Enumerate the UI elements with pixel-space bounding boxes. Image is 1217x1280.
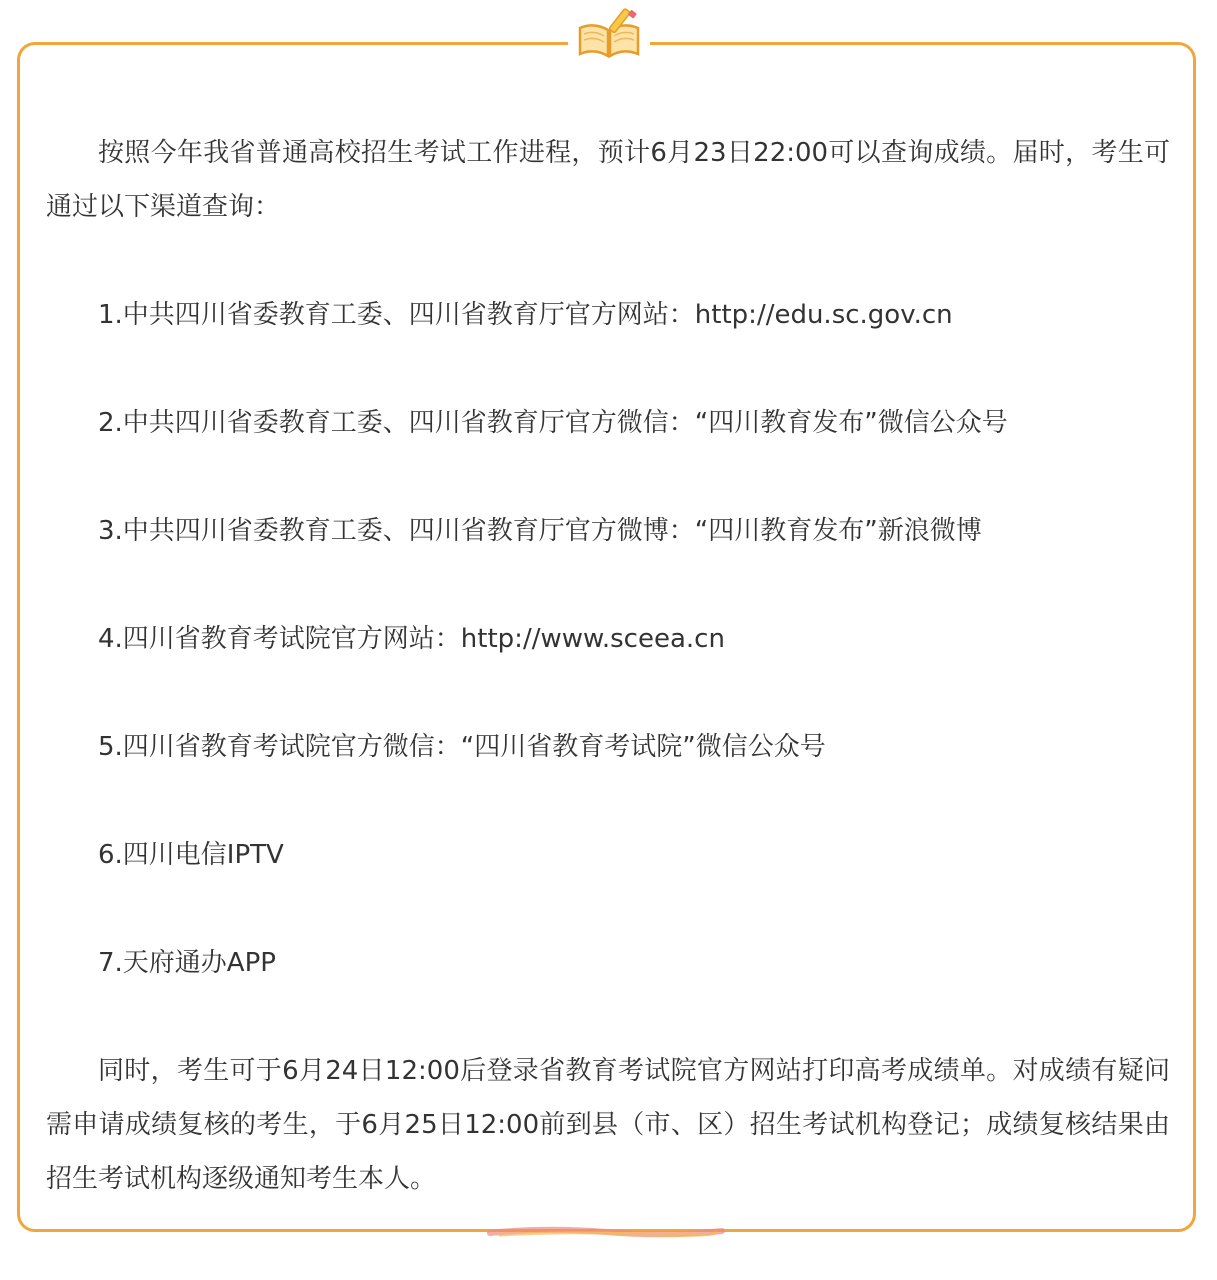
channel-item-1: 1.中共四川省委教育工委、四川省教育厅官方网站：http://edu.sc.gov.cn xyxy=(98,300,953,330)
closing-paragraph: 同时，考生可于6月24日12:00后登录省教育考试院官方网站打印高考成绩单。对成绩有疑问需申请成绩复核的考生，于6月25日12:00前到县（市、区）招生考试机构登记；成绩复核结果由招生考试机构逐级通知考生本人。 xyxy=(46,1056,1170,1194)
channel-item-4: 4.四川省教育考试院官方网站：http://www.sceea.cn xyxy=(98,624,725,654)
channel-item-3: 3.中共四川省委教育工委、四川省教育厅官方微博：“四川教育发布”新浪微博 xyxy=(98,516,982,546)
intro-paragraph: 按照今年我省普通高校招生考试工作进程，预计6月23日22:00可以查询成绩。届时，考生可通过以下渠道查询： xyxy=(46,138,1170,222)
channel-item-5: 5.四川省教育考试院官方微信：“四川省教育考试院”微信公众号 xyxy=(98,732,826,762)
channel-item-7: 7.天府通办APP xyxy=(98,948,276,978)
article-body xyxy=(46,126,1170,1206)
brush-stroke-divider xyxy=(486,1224,726,1240)
open-book-pencil-icon xyxy=(568,6,650,62)
channel-item-6: 6.四川电信IPTV xyxy=(98,840,284,870)
channel-item-2: 2.中共四川省委教育工委、四川省教育厅官方微信：“四川教育发布”微信公众号 xyxy=(98,408,1008,438)
